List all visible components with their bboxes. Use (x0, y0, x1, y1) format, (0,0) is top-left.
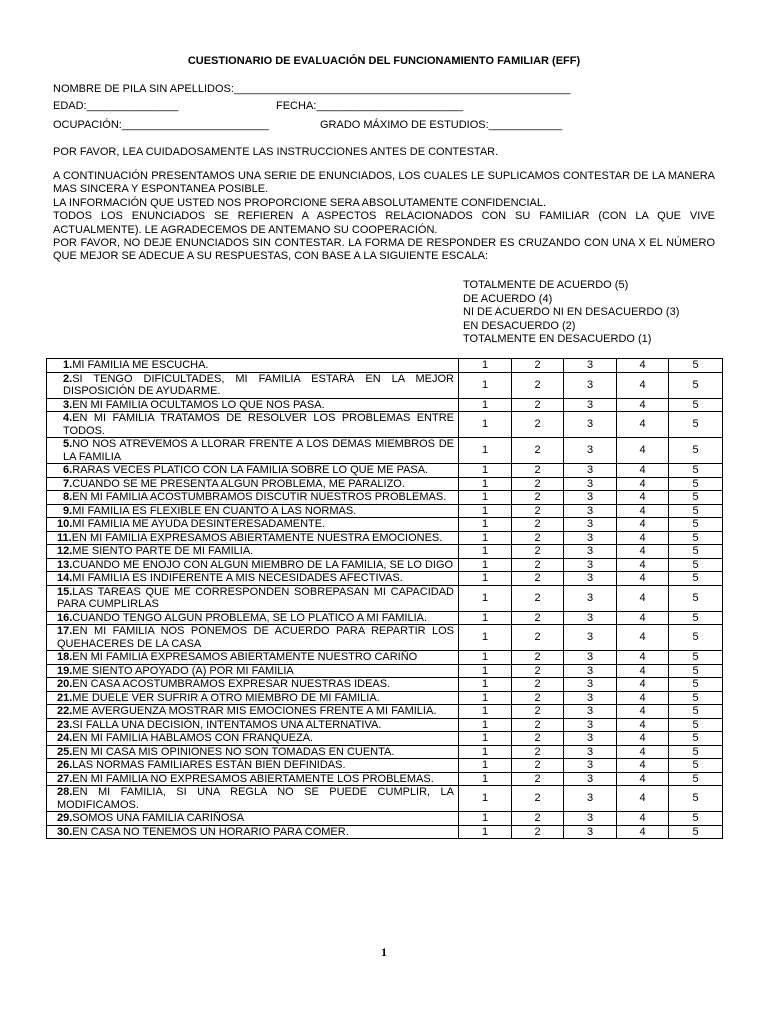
answer-option-1[interactable]: 1 (459, 691, 512, 705)
answer-option-4[interactable]: 4 (617, 412, 669, 438)
answer-option-4[interactable]: 4 (617, 398, 669, 412)
question-cell (47, 786, 459, 812)
question-text: EN MI FAMILIA, SI UNA REGLA NO SE PUEDE CUMPLIR, LA MODIFICAMOS. (57, 786, 454, 811)
answer-option-4[interactable]: 4 (617, 825, 669, 839)
question-cell (47, 812, 459, 826)
table-row (47, 705, 723, 719)
question-cell (47, 464, 459, 478)
answer-option-3[interactable]: 3 (564, 786, 617, 812)
question-cell (47, 518, 459, 532)
answer-option-1[interactable]: 1 (459, 759, 512, 773)
answer-option-3[interactable]: 3 (564, 772, 617, 786)
answer-option-5[interactable]: 5 (669, 398, 723, 412)
answer-option-4[interactable]: 4 (617, 691, 669, 705)
instruction-paragraph: TODOS LOS ENUNCIADOS SE REFIEREN A ASPECTOS RELACIONADOS CON SU FAMILIAR (CON LA QUE VIVE ACTUALMENTE). LE AGRADECEMOS DE ANTEMANO SU COOPERACIÓN. (53, 210, 715, 236)
answer-option-4[interactable]: 4 (617, 732, 669, 746)
question-number: 30. (57, 825, 73, 838)
question-number: 17. (57, 625, 73, 637)
answer-option-2[interactable]: 2 (512, 772, 564, 786)
answer-option-1[interactable]: 1 (459, 477, 512, 491)
question-number: 20. (57, 678, 73, 690)
answer-option-4[interactable]: 4 (617, 518, 669, 532)
question-text: LAS TAREAS QUE ME CORRESPONDEN SOBREPASAN MI CAPACIDAD PARA CUMPLIRLAS (57, 585, 454, 610)
answer-option-5[interactable]: 5 (669, 518, 723, 532)
answer-option-3[interactable]: 3 (564, 531, 617, 545)
answer-option-1[interactable]: 1 (459, 412, 512, 438)
question-text: MI FAMILIA ME ESCUCHA. (72, 359, 209, 371)
question-number: 8. (63, 491, 73, 503)
answer-option-5[interactable]: 5 (669, 531, 723, 545)
answer-option-1[interactable]: 1 (459, 518, 512, 532)
answer-option-5[interactable]: 5 (669, 651, 723, 665)
question-cell (47, 651, 459, 665)
answer-option-1[interactable]: 1 (459, 812, 512, 826)
answer-option-5[interactable]: 5 (669, 691, 723, 705)
instruction-paragraph: LA INFORMACIÓN QUE USTED NOS PROPORCIONE SERA ABSOLUTAMENTE CONFIDENCIAL. (53, 196, 547, 209)
answer-option-4[interactable]: 4 (617, 531, 669, 545)
question-cell (47, 438, 459, 464)
answer-option-5[interactable]: 5 (669, 745, 723, 759)
answer-option-2[interactable]: 2 (512, 705, 564, 719)
table-row (47, 398, 723, 412)
answer-option-5[interactable]: 5 (669, 585, 723, 611)
question-number: 3. (63, 398, 73, 411)
answer-option-5[interactable]: 5 (669, 372, 723, 398)
question-number: 22. (57, 705, 73, 717)
question-text: SI TENGO DIFICULTADES, MI FAMILIA ESTARÁ EN LA MEJOR DISPOSICIÓN DE AYUDARME. (63, 372, 454, 397)
questionnaire-table (46, 358, 723, 839)
answer-option-3[interactable]: 3 (564, 491, 617, 505)
answer-option-2[interactable]: 2 (512, 372, 564, 398)
question-number: 26. (57, 759, 73, 771)
answer-option-3[interactable]: 3 (564, 691, 617, 705)
question-cell (47, 504, 459, 518)
table-row (47, 359, 723, 373)
answer-option-3[interactable]: 3 (564, 651, 617, 665)
answer-option-3[interactable]: 3 (564, 585, 617, 611)
table-row (47, 572, 723, 586)
question-text: ME SIENTO APOYADO (A) POR MI FAMILIA (72, 664, 294, 677)
question-number: 14. (57, 572, 73, 584)
answer-option-3[interactable]: 3 (564, 545, 617, 559)
table-row (47, 732, 723, 746)
answer-option-3[interactable]: 3 (564, 572, 617, 586)
answer-option-5[interactable]: 5 (669, 558, 723, 572)
question-text: EN MI FAMILIA TRATAMOS DE RESOLVER LOS PROBLEMAS ENTRE TODOS. (63, 412, 454, 437)
table-row (47, 611, 723, 625)
answer-option-4[interactable]: 4 (617, 477, 669, 491)
answer-option-2[interactable]: 2 (512, 572, 564, 586)
question-cell (47, 477, 459, 491)
answer-option-4[interactable]: 4 (617, 585, 669, 611)
question-cell (47, 691, 459, 705)
scale-item: TOTALMENTE EN DESACUERDO (1) (463, 333, 652, 345)
answer-option-2[interactable]: 2 (512, 664, 564, 678)
table-row (47, 438, 723, 464)
response-scale (463, 279, 679, 347)
answer-option-2[interactable]: 2 (512, 759, 564, 773)
answer-option-4[interactable]: 4 (617, 611, 669, 625)
answer-option-1[interactable]: 1 (459, 558, 512, 572)
question-cell (47, 412, 459, 438)
question-cell (47, 732, 459, 746)
answer-option-1[interactable]: 1 (459, 678, 512, 692)
question-text: ME SIENTO PARTE DE MI FAMILIA. (72, 545, 254, 557)
answer-option-1[interactable]: 1 (459, 745, 512, 759)
answer-option-1[interactable]: 1 (459, 359, 512, 373)
answer-option-3[interactable]: 3 (564, 438, 617, 464)
question-text: EN MI FAMILIA HABLAMOS CON FRANQUEZA. (72, 732, 314, 744)
question-number: 24. (57, 732, 73, 744)
answer-option-3[interactable]: 3 (564, 625, 617, 651)
answer-option-1[interactable]: 1 (459, 664, 512, 678)
answer-option-4[interactable]: 4 (617, 359, 669, 373)
answer-option-2[interactable]: 2 (512, 745, 564, 759)
answer-option-1[interactable]: 1 (459, 772, 512, 786)
question-number: 10. (57, 518, 73, 530)
answer-option-1[interactable]: 1 (459, 545, 512, 559)
answer-option-5[interactable]: 5 (669, 759, 723, 773)
answer-option-1[interactable]: 1 (459, 398, 512, 412)
answer-option-2[interactable]: 2 (512, 585, 564, 611)
question-cell (47, 491, 459, 505)
answer-option-1[interactable]: 1 (459, 491, 512, 505)
answer-option-4[interactable]: 4 (617, 812, 669, 826)
question-text: EN MI FAMILIA NO EXPRESAMOS ABIERTAMENTE LOS PROBLEMAS. (72, 772, 434, 785)
answer-option-4[interactable]: 4 (617, 772, 669, 786)
answer-option-3[interactable]: 3 (564, 705, 617, 719)
answer-option-3[interactable]: 3 (564, 398, 617, 412)
answer-option-5[interactable]: 5 (669, 412, 723, 438)
question-number: 5. (63, 438, 73, 450)
question-cell (47, 585, 459, 611)
answer-option-2[interactable]: 2 (512, 691, 564, 705)
grado-estudios-field[interactable]: GRADO MÁXIMO DE ESTUDIOS:____________ (320, 119, 563, 131)
answer-option-3[interactable]: 3 (564, 412, 617, 438)
answer-option-3[interactable]: 3 (564, 825, 617, 839)
answer-option-2[interactable]: 2 (512, 398, 564, 412)
answer-option-4[interactable]: 4 (617, 745, 669, 759)
table-row (47, 372, 723, 398)
answer-option-3[interactable]: 3 (564, 812, 617, 826)
table-row (47, 491, 723, 505)
instructions-lead-text: POR FAVOR, LEA CUIDADOSAMENTE LAS INSTRUCCIONES ANTES DE CONTESTAR. (53, 146, 499, 158)
answer-option-1[interactable]: 1 (459, 438, 512, 464)
answer-option-4[interactable]: 4 (617, 625, 669, 651)
answer-option-1[interactable]: 1 (459, 611, 512, 625)
answer-option-5[interactable]: 5 (669, 825, 723, 839)
question-text: EN CASA NO TENEMOS UN HORARIO PARA COMER. (72, 825, 349, 838)
question-number: 7. (63, 477, 73, 490)
answer-option-1[interactable]: 1 (459, 786, 512, 812)
answer-option-3[interactable]: 3 (564, 611, 617, 625)
answer-option-5[interactable]: 5 (669, 611, 723, 625)
answer-option-1[interactable]: 1 (459, 651, 512, 665)
answer-option-4[interactable]: 4 (617, 572, 669, 586)
question-number: 29. (57, 812, 73, 824)
question-text: EN MI CASA MIS OPINIONES NO SON TOMADAS EN CUENTA. (72, 745, 395, 758)
table-row (47, 745, 723, 759)
table-row (47, 504, 723, 518)
answer-option-4[interactable]: 4 (617, 718, 669, 732)
answer-option-2[interactable]: 2 (512, 651, 564, 665)
answer-option-5[interactable]: 5 (669, 359, 723, 373)
answer-option-5[interactable]: 5 (669, 732, 723, 746)
table-row (47, 585, 723, 611)
question-text: RARAS VECES PLATICO CON LA FAMILIA SOBRE LO QUE ME PASA. (72, 464, 429, 476)
question-text: EN MI FAMILIA OCULTAMOS LO QUE NOS PASA. (72, 398, 325, 411)
question-text: EN MI FAMILIA EXPRESAMOS ABIERTAMENTE NUESTRA EMOCIONES. (71, 531, 443, 544)
answer-option-2[interactable]: 2 (512, 504, 564, 518)
answer-option-5[interactable]: 5 (669, 678, 723, 692)
instruction-paragraph: POR FAVOR, NO DEJE ENUNCIADOS SIN CONTESTAR. LA FORMA DE RESPONDER ES CRUZANDO CON UNA X EL NÚMERO QUE MEJOR SE ADECUE A SU RESPUESTAS, CON BASE A LA SIGUIENTE ESCALA: (53, 237, 715, 263)
question-cell (47, 558, 459, 572)
question-text: MI FAMILIA ES INDIFERENTE A MIS NECESIDADES AFECTIVAS. (72, 572, 403, 584)
question-text: EN MI FAMILIA EXPRESAMOS ABIERTAMENTE NUESTRO CARIÑO (72, 651, 418, 663)
instructions-body (53, 170, 715, 264)
table-row (47, 825, 723, 839)
table-row (47, 772, 723, 786)
question-cell (47, 759, 459, 773)
question-cell (47, 545, 459, 559)
table-row (47, 786, 723, 812)
answer-option-1[interactable]: 1 (459, 625, 512, 651)
question-cell (47, 372, 459, 398)
answer-option-2[interactable]: 2 (512, 491, 564, 505)
instructions-lead (53, 146, 715, 159)
answer-option-2[interactable]: 2 (512, 545, 564, 559)
question-number: 15. (57, 585, 73, 598)
table-row (47, 477, 723, 491)
question-text: CUANDO SE ME PRESENTA ALGUN PROBLEMA, ME PARALIZO. (72, 477, 405, 490)
answer-option-4[interactable]: 4 (617, 438, 669, 464)
answer-option-5[interactable]: 5 (669, 438, 723, 464)
question-cell (47, 611, 459, 625)
question-number: 23. (57, 718, 73, 731)
question-number: 11. (57, 531, 72, 544)
answer-option-4[interactable]: 4 (617, 678, 669, 692)
table-row (47, 759, 723, 773)
answer-option-5[interactable]: 5 (669, 705, 723, 719)
answer-option-3[interactable]: 3 (564, 678, 617, 692)
page-number: 1 (381, 945, 387, 959)
table-row (47, 625, 723, 651)
table-row (47, 545, 723, 559)
question-number: 13. (57, 558, 73, 571)
edad-field[interactable]: EDAD:_______________ (53, 100, 179, 112)
answer-option-2[interactable]: 2 (512, 825, 564, 839)
question-cell (47, 745, 459, 759)
answer-option-2[interactable]: 2 (512, 732, 564, 746)
answer-option-5[interactable]: 5 (669, 464, 723, 478)
answer-option-1[interactable]: 1 (459, 372, 512, 398)
answer-option-4[interactable]: 4 (617, 372, 669, 398)
question-number: 4. (63, 412, 73, 424)
scale-item: NI DE ACUERDO NI EN DESACUERDO (3) (463, 306, 680, 318)
question-text: EN MI FAMILIA ACOSTUMBRAMOS DISCUTIR NUESTROS PROBLEMAS. (72, 491, 447, 503)
answer-option-1[interactable]: 1 (459, 732, 512, 746)
answer-option-2[interactable]: 2 (512, 531, 564, 545)
question-number: 16. (57, 611, 73, 624)
answer-option-2[interactable]: 2 (512, 786, 564, 812)
answer-option-3[interactable]: 3 (564, 759, 617, 773)
answer-option-5[interactable]: 5 (669, 477, 723, 491)
answer-option-2[interactable]: 2 (512, 464, 564, 478)
answer-option-2[interactable]: 2 (512, 412, 564, 438)
question-text: LAS NORMAS FAMILIARES ESTÁN BIEN DEFINIDAS. (72, 759, 346, 771)
answer-option-1[interactable]: 1 (459, 531, 512, 545)
answer-option-3[interactable]: 3 (564, 504, 617, 518)
answer-option-3[interactable]: 3 (564, 745, 617, 759)
answer-option-4[interactable]: 4 (617, 651, 669, 665)
answer-option-3[interactable]: 3 (564, 518, 617, 532)
answer-option-5[interactable]: 5 (669, 504, 723, 518)
answer-option-2[interactable]: 2 (512, 812, 564, 826)
question-cell (47, 718, 459, 732)
questionnaire-body (47, 359, 723, 839)
question-number: 18. (57, 651, 73, 663)
answer-option-3[interactable]: 3 (564, 464, 617, 478)
question-text: MI FAMILIA ES FLEXIBLE EN CUANTO A LAS NORMAS. (72, 504, 357, 517)
question-number: 27. (57, 772, 73, 785)
table-row (47, 518, 723, 532)
answer-option-4[interactable]: 4 (617, 464, 669, 478)
answer-option-2[interactable]: 2 (512, 518, 564, 532)
answer-option-4[interactable]: 4 (617, 664, 669, 678)
scale-item: TOTALMENTE DE ACUERDO (5) (463, 279, 629, 291)
table-row (47, 558, 723, 572)
question-number: 9. (63, 504, 73, 517)
answer-option-5[interactable]: 5 (669, 718, 723, 732)
answer-option-5[interactable]: 5 (669, 664, 723, 678)
answer-option-3[interactable]: 3 (564, 359, 617, 373)
question-text: NO NOS ATREVEMOS A LLORAR FRENTE A LOS DEMAS MIEMBROS DE LA FAMILIA (63, 438, 454, 463)
answer-option-5[interactable]: 5 (669, 625, 723, 651)
question-text: EN CASA ACOSTUMBRAMOS EXPRESAR NUESTRAS IDEAS. (72, 678, 391, 690)
answer-option-2[interactable]: 2 (512, 611, 564, 625)
answer-option-3[interactable]: 3 (564, 664, 617, 678)
table-row (47, 531, 723, 545)
answer-option-2[interactable]: 2 (512, 678, 564, 692)
table-row (47, 664, 723, 678)
question-cell (47, 664, 459, 678)
question-text: SOMOS UNA FAMILIA CARIÑOSA (72, 812, 245, 824)
answer-option-1[interactable]: 1 (459, 585, 512, 611)
answer-option-3[interactable]: 3 (564, 732, 617, 746)
question-number: 28. (57, 786, 73, 798)
question-cell (47, 625, 459, 651)
nombre-field[interactable]: NOMBRE DE PILA SIN APELLIDOS:_______________________________________________________ (53, 83, 571, 95)
scale-item: EN DESACUERDO (2) (463, 319, 576, 332)
answer-option-2[interactable]: 2 (512, 359, 564, 373)
question-text: CUANDO ME ENOJO CON ALGUN MIEMBRO DE LA FAMILIA, SE LO DIGO (72, 558, 454, 571)
instruction-paragraph: A CONTINUACIÓN PRESENTAMOS UNA SERIE DE ENUNCIADOS, LOS CUALES LE SUPLICAMOS CONTESTAR DE LA MANERA MAS SINCERA Y ESPONTANEA POSIBLE. (53, 170, 715, 196)
answer-option-2[interactable]: 2 (512, 558, 564, 572)
table-row (47, 651, 723, 665)
question-text: CUANDO TENGO ALGUN PROBLEMA, SE LO PLATICO A MI FAMILIA. (72, 611, 428, 624)
question-number: 2. (63, 372, 73, 385)
question-cell (47, 359, 459, 373)
answer-option-2[interactable]: 2 (512, 718, 564, 732)
table-row (47, 412, 723, 438)
answer-option-1[interactable]: 1 (459, 464, 512, 478)
answer-option-5[interactable]: 5 (669, 772, 723, 786)
question-text: MI FAMILIA ME AYUDA DESINTERESADAMENTE. (72, 518, 326, 530)
question-text: SI FALLA UNA DECISIÓN, INTENTAMOS UNA ALTERNATIVA. (72, 718, 382, 731)
question-cell (47, 825, 459, 839)
answer-option-3[interactable]: 3 (564, 372, 617, 398)
question-cell (47, 531, 459, 545)
answer-option-3[interactable]: 3 (564, 718, 617, 732)
question-text: ME AVERGUENZA MOSTRAR MIS EMOCIONES FRENTE A MI FAMILIA. (72, 705, 437, 717)
question-text: ME DUELE VER SUFRIR A OTRO MIEMBRO DE MI FAMILIA. (72, 691, 380, 704)
question-cell (47, 572, 459, 586)
answer-option-1[interactable]: 1 (459, 572, 512, 586)
question-number: 19. (57, 664, 73, 677)
answer-option-1[interactable]: 1 (459, 504, 512, 518)
question-number: 21. (57, 691, 73, 704)
question-number: 1. (63, 359, 73, 371)
question-cell (47, 678, 459, 692)
answer-option-4[interactable]: 4 (617, 759, 669, 773)
answer-option-5[interactable]: 5 (669, 491, 723, 505)
answer-option-4[interactable]: 4 (617, 545, 669, 559)
table-row (47, 718, 723, 732)
table-row (47, 812, 723, 826)
answer-option-1[interactable]: 1 (459, 825, 512, 839)
table-row (47, 464, 723, 478)
table-row (47, 691, 723, 705)
answer-option-3[interactable]: 3 (564, 558, 617, 572)
answer-option-5[interactable]: 5 (669, 786, 723, 812)
question-number: 12. (57, 545, 73, 557)
answer-option-4[interactable]: 4 (617, 504, 669, 518)
answer-option-5[interactable]: 5 (669, 545, 723, 559)
answer-option-2[interactable]: 2 (512, 625, 564, 651)
question-text: EN MI FAMILIA NOS PONEMOS DE ACUERDO PARA REPARTIR LOS QUEHACERES DE LA CASA (57, 625, 454, 650)
fecha-field[interactable]: FECHA:________________________ (276, 100, 464, 112)
answer-option-5[interactable]: 5 (669, 812, 723, 826)
question-number: 25. (57, 745, 73, 758)
answer-option-4[interactable]: 4 (617, 491, 669, 505)
question-cell (47, 398, 459, 412)
ocupacion-field[interactable]: OCUPACIÓN:________________________ (53, 119, 269, 131)
answer-option-4[interactable]: 4 (617, 558, 669, 572)
answer-option-5[interactable]: 5 (669, 572, 723, 586)
scale-item: DE ACUERDO (4) (463, 292, 553, 305)
answer-option-3[interactable]: 3 (564, 477, 617, 491)
question-cell (47, 705, 459, 719)
page-title: CUESTIONARIO DE EVALUACIÓN DEL FUNCIONAMIENTO FAMILIAR (EFF) (187, 55, 581, 67)
answer-option-4[interactable]: 4 (617, 705, 669, 719)
answer-option-1[interactable]: 1 (459, 705, 512, 719)
answer-option-4[interactable]: 4 (617, 786, 669, 812)
answer-option-2[interactable]: 2 (512, 477, 564, 491)
table-row (47, 678, 723, 692)
question-cell (47, 772, 459, 786)
answer-option-1[interactable]: 1 (459, 718, 512, 732)
answer-option-2[interactable]: 2 (512, 438, 564, 464)
question-number: 6. (63, 464, 73, 476)
